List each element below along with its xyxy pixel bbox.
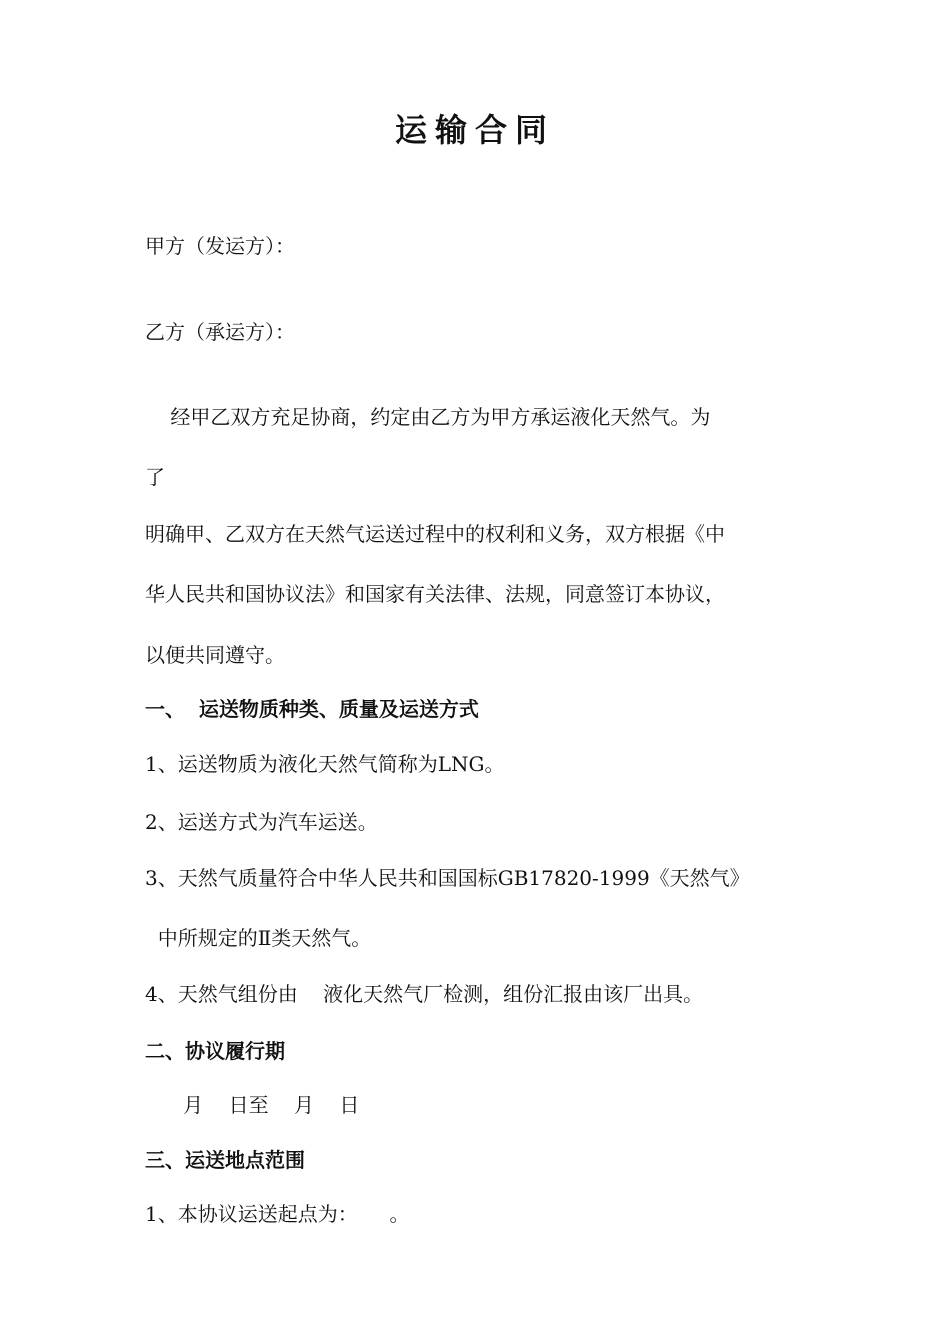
intro-line-2: 了 <box>145 465 165 489</box>
intro-line-4: 华人民共和国协议法》和国家有关法律、法规，同意签订本协议， <box>145 582 725 606</box>
section-1-item-3: 3、天然气质量符合中华人民共和国国标GB17820-1999《天然气》 <box>145 866 750 890</box>
section-3-item-1: 1、本协议运送起点为： 。 <box>145 1202 410 1226</box>
section-1-item-3-continued: 中所规定的Ⅱ类天然气。 <box>145 926 372 950</box>
party-a-line: 甲方（发运方）： <box>145 234 295 258</box>
contract-period: 月 日至 月 日 <box>145 1093 360 1117</box>
section-3-heading: 三、运送地点范围 <box>145 1148 305 1172</box>
party-b-line: 乙方（承运方）： <box>145 320 295 344</box>
document-title: 运输合同 <box>394 111 555 149</box>
section-1-item-4: 4、天然气组份由 液化天然气厂检测，组份汇报由该厂出具。 <box>145 982 704 1006</box>
intro-line-5: 以便共同遵守。 <box>145 643 285 667</box>
section-1-heading: 一、 运送物质种类、质量及运送方式 <box>145 697 479 721</box>
section-1-item-1: 1、运送物质为液化天然气简称为LNG。 <box>145 752 505 776</box>
intro-line-3: 明确甲、乙双方在天然气运送过程中的权利和义务，双方根据《中 <box>145 522 725 546</box>
intro-line-1: 经甲乙双方充足协商，约定由乙方为甲方承运液化天然气。为 <box>145 405 711 429</box>
section-1-item-2: 2、运送方式为汽车运送。 <box>145 810 378 834</box>
section-2-heading: 二、协议履行期 <box>145 1039 285 1063</box>
